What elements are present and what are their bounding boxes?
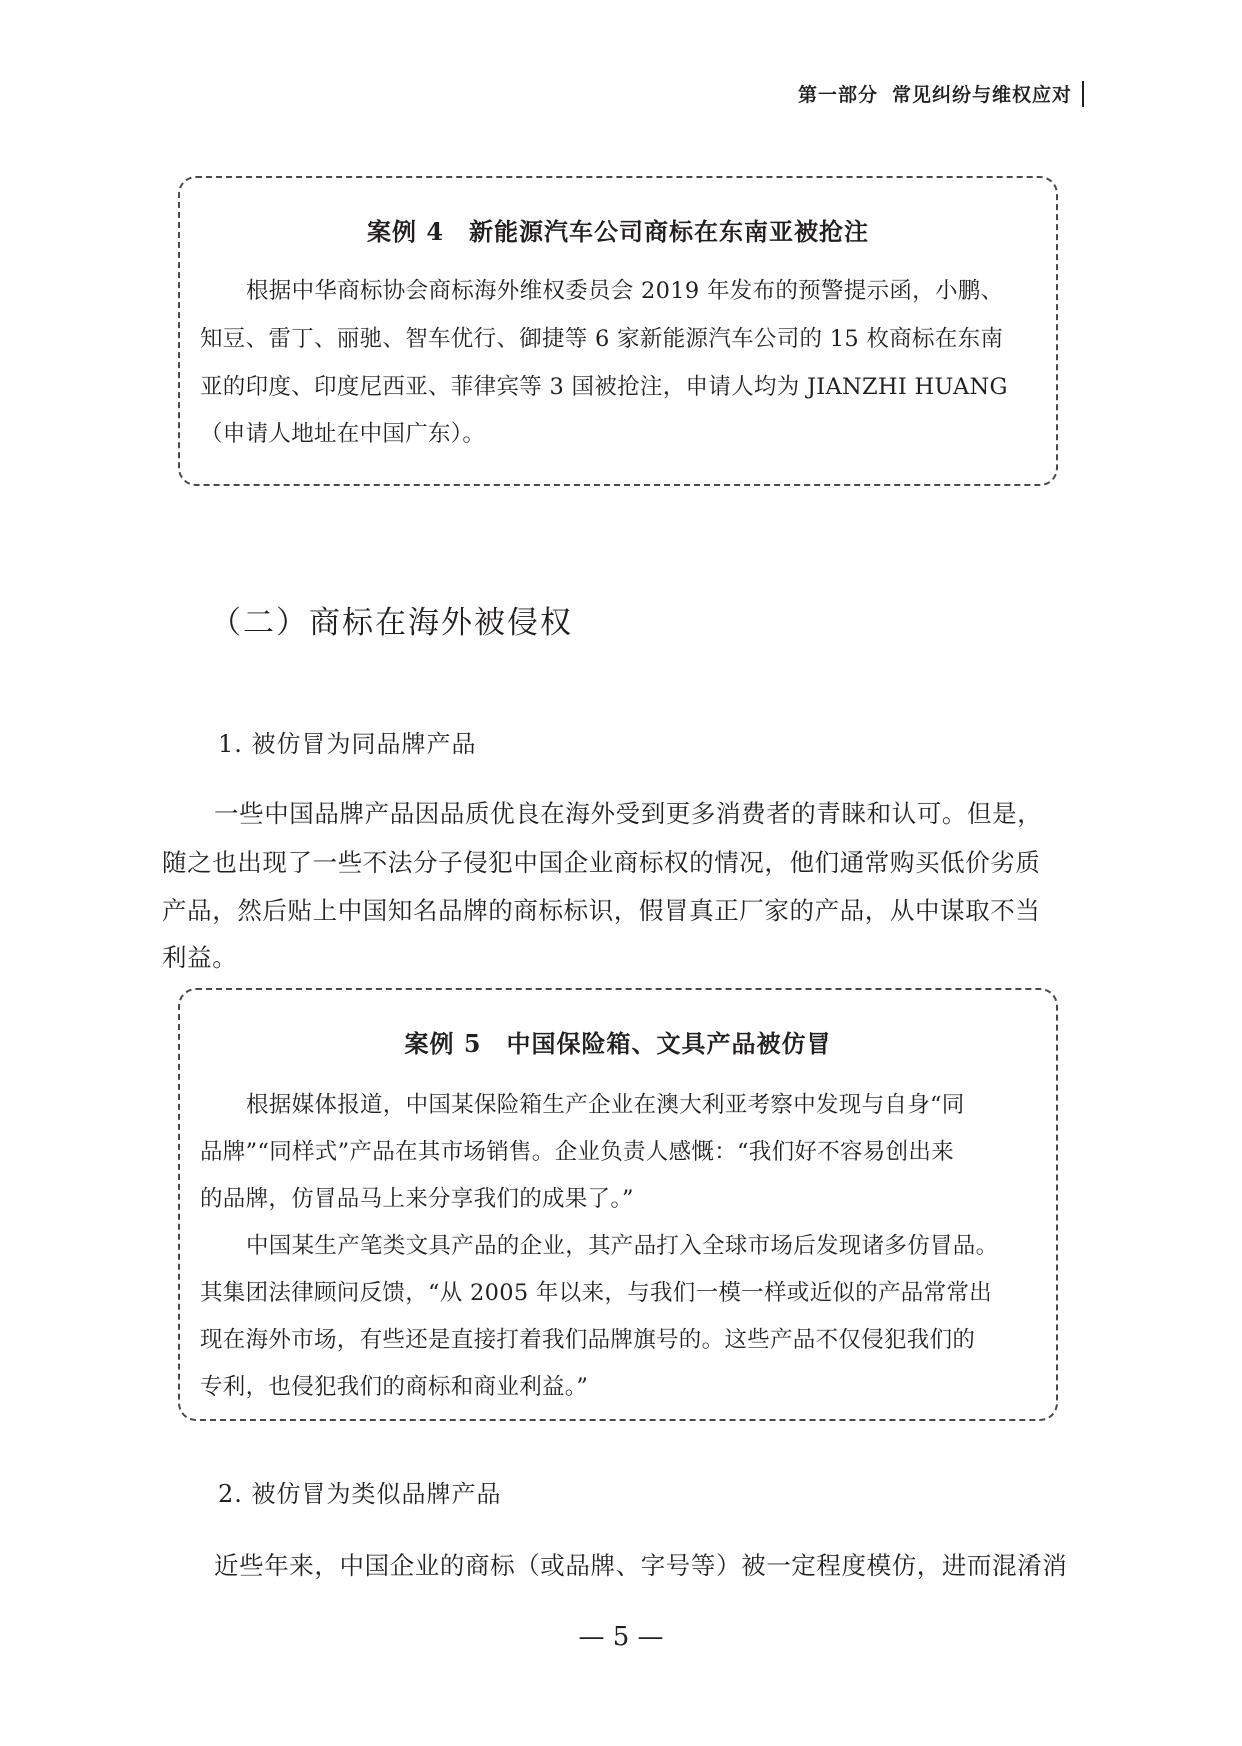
running-header (798, 80, 1072, 107)
case-5-line: 品牌”“同样式”产品在其市场销售。企业负责人感慨：“我们好不容易创出来 (200, 1139, 955, 1165)
case-4-line: 知豆、雷丁、丽驰、智车优行、御捷等 6 家新能源汽车公司的 15 枚商标在东南 (200, 326, 1004, 352)
header-rule (1082, 81, 1084, 107)
paragraph-line: 近些年来，中国企业的商标（或品牌、字号等）被一定程度模仿，进而混淆消 (214, 1551, 1068, 1580)
paragraph-line: 产品，然后贴上中国知名品牌的商标标识，假冒真正厂家的产品，从中谋取不当 (162, 896, 1041, 925)
subheading-2: 2. 被仿冒为类似品牌产品 (218, 1480, 502, 1508)
paragraph-line: 一些中国品牌产品因品质优良在海外受到更多消费者的青睐和认可。但是， (214, 799, 1043, 828)
subheading-1: 1. 被仿冒为同品牌产品 (218, 730, 477, 758)
header-chapter: 常见纠纷与维权应对 (891, 84, 1072, 106)
case-4-line: 亚的印度、印度尼西亚、菲律宾等 3 国被抢注，申请人均为 JIANZHI HUANG (200, 374, 1008, 400)
paragraph-line: 利益。 (162, 943, 238, 972)
case-5-line: 根据媒体报道，中国某保险箱生产企业在澳大利亚考察中发现与自身“同 (246, 1092, 965, 1118)
paragraph-line: 随之也出现了一些不法分子侵犯中国企业商标权的情况，他们通常购买低价劣质 (162, 848, 1041, 877)
case-5-line: 专利，也侵犯我们的商标和商业利益。” (200, 1374, 589, 1400)
case-5-line: 的品牌，仿冒品马上来分享我们的成果了。” (200, 1186, 634, 1212)
case-5-title: 案例 5 中国保险箱、文具产品被仿冒 (404, 1029, 832, 1058)
page-number: — 5 — (578, 1622, 664, 1652)
case-4-box (178, 176, 1058, 486)
case-5-line: 中国某生产笔类文具产品的企业，其产品打入全球市场后发现诸多仿冒品。 (246, 1233, 999, 1259)
section-heading: （二）商标在海外被侵权 (210, 605, 573, 641)
header-part: 第一部分 (797, 84, 878, 106)
case-4-line: 根据中华商标协会商标海外维权委员会 2019 年发布的预警提示函，小鹏、 (246, 278, 1004, 304)
case-4-line: （申请人地址在中国广东）。 (200, 421, 486, 447)
case-4-title: 案例 4 新能源汽车公司商标在东南亚被抢注 (366, 217, 870, 246)
case-5-line: 其集团法律顾问反馈，“从 2005 年以来，与我们一模一样或近似的产品常常出 (200, 1280, 992, 1306)
case-5-line: 现在海外市场，有些还是直接打着我们品牌旗号的。这些产品不仅侵犯我们的 (200, 1327, 976, 1353)
case-5-box (178, 988, 1058, 1421)
